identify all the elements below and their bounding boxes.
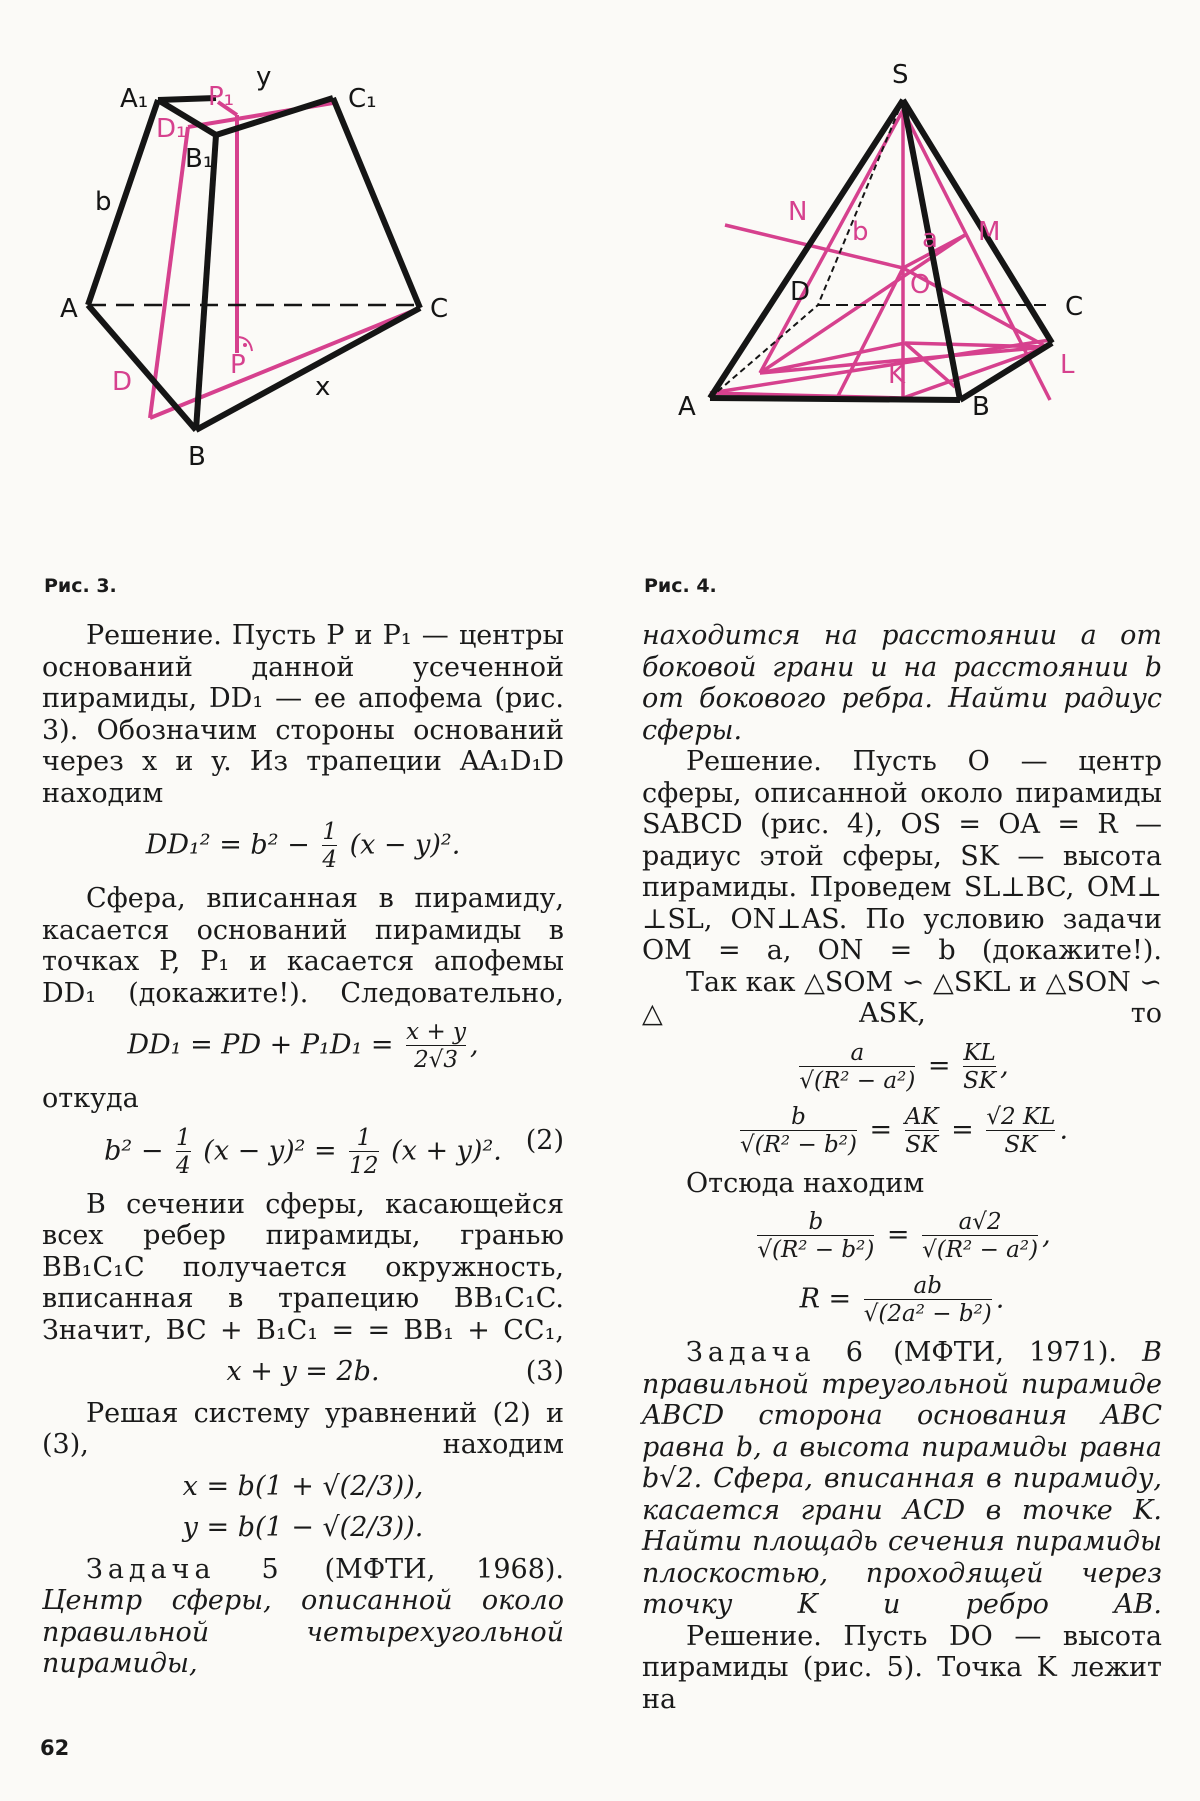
label-D1: D₁ — [156, 114, 187, 144]
problem-5-statement-continued: находится на расстоянии a от боковой грани и на расстоянии b от бокового ребра. Найти радиус сферы. — [642, 620, 1162, 746]
label-D: D — [112, 367, 133, 397]
label-b: b — [852, 217, 869, 247]
left-column — [42, 620, 564, 1680]
right-paragraph-4: Отсюда находим — [686, 1167, 925, 1199]
label-O: O — [910, 270, 931, 300]
page-number: 62 — [40, 1736, 70, 1760]
label-N: N — [788, 197, 808, 227]
right-paragraph-6: Решение. Пусть DO — высота пирамиды (рис. 5). Точка K лежит на — [642, 1620, 1162, 1715]
label-B1: B₁ — [185, 144, 214, 174]
problem-5-statement: Центр сферы, описанной около правильной четырехугольной пирамиды, — [42, 1585, 564, 1679]
problem-6-statement: В правильной треугольной пирамиде ABCD сторона основания ABC равна b, а высота пирамиды равна b√2. Сфера, вписанная в пирамиду, касается грани ACD в точке K. Найти площадь сечения пирамиды плоскостью, проходящей через точку K и ребро AB. — [642, 1337, 1162, 1620]
problem-6-heading: Задача 6 — [686, 1337, 868, 1368]
equation-3-number: (2) — [525, 1124, 564, 1156]
label-A: A — [60, 294, 78, 324]
figure-3-caption: Рис. 3. — [44, 575, 117, 597]
problem-5 — [42, 1554, 564, 1680]
left-paragraph-1: Решение. Пусть P и P₁ — центры оснований данной усеченной пирамиды, DD₁ — ее апофема (рис. 3). Обозначим стороны оснований через x и y. Из трапеции AA₁D₁D находим — [42, 620, 564, 809]
label-P1: P₁ — [208, 82, 235, 112]
equation-4-number: (3) — [525, 1356, 564, 1387]
label-M: M — [978, 217, 1001, 247]
label-B: B — [188, 442, 206, 472]
right-equation-1: $\frac{a}{\text{√(R² − a²)}}$ = $\frac{KL}{SK}$ , — [799, 1039, 1009, 1094]
equation-5: x = b(1 + √(2/3)), — [182, 1470, 424, 1502]
equation-6: y = b(1 − √(2/3)). — [182, 1512, 424, 1543]
label-S: S — [892, 60, 909, 90]
left-paragraph-4: В сечении сферы, касающейся всех ребер пирамиды, гранью BB₁C₁C получается окружность, вписанная в трапецию BB₁C₁C. Значит, BC + B₁C₁ = = BB₁ + CC₁, — [42, 1188, 564, 1346]
figure-4-caption: Рис. 4. — [644, 575, 717, 597]
right-paragraph-2: Решение. Пусть O — центр сферы, описанной около пирамиды SABCD (рис. 4), OS = OA = R — радиус этой сферы, SK — высота пирамиды. Проведем SL⊥BC, OM⊥ ⊥SL, ON⊥AS. По условию задачи OM = a, ON = b (докажите!). — [642, 746, 1162, 966]
label-D: D — [790, 277, 811, 307]
problem-5-heading: Задача 5 — [86, 1553, 284, 1585]
label-x: x — [315, 372, 331, 402]
left-paragraph-3: откуда — [42, 1083, 139, 1114]
label-y: y — [256, 62, 272, 92]
left-paragraph-2: Сфера, вписанная в пирамиду, касается оснований пирамиды в точках P, P₁ и касается апофемы DD₁ (докажите!). Следовательно, — [42, 883, 564, 1009]
figure-4 — [660, 55, 1140, 535]
label-a: a — [922, 224, 938, 254]
equation-2: DD₁ = PD + P₁D₁ = $\frac{x + y}{2√3}$ , — [127, 1019, 479, 1073]
label-b: b — [95, 187, 112, 217]
problem-6-source: (МФТИ, 1971). — [893, 1337, 1117, 1368]
label-P: P — [230, 350, 246, 380]
equation-3: b² − $\frac{1}{4}$ (x − y)² = $\frac{1}{12}$ (x + y)². (2) — [104, 1124, 564, 1179]
figure-3-black-edges — [88, 98, 420, 430]
right-column — [642, 620, 1162, 1715]
right-equation-4: R = $\frac{ab}{\text{√(2a² − b²)}}$ . — [799, 1273, 1005, 1327]
label-A: A — [678, 392, 696, 422]
figure-4-black-edges — [710, 100, 1052, 400]
label-K: K — [888, 360, 906, 390]
label-C: C — [1065, 292, 1084, 322]
label-C1: C₁ — [348, 84, 377, 114]
label-B: B — [972, 392, 990, 422]
figure-3 — [40, 55, 560, 535]
label-C: C — [430, 294, 449, 324]
problem-5-source: (МФТИ, 1968). — [324, 1553, 564, 1585]
left-paragraph-5: Решая систему уравнений (2) и (3), находим — [42, 1397, 564, 1460]
equation-1: DD₁² = b² − $\frac{1}{4}$ (x − y)². — [145, 819, 461, 873]
right-equation-3: $\frac{b}{\text{√(R² − b²)}}$ = $\frac{a√2}{\text{√(R² − a²)}}$ , — [757, 1209, 1051, 1263]
right-equation-2: $\frac{b}{\text{√(R² − b²)}}$ = $\frac{AK}{SK}$ = $\frac{√2 KL}{SK}$ . — [739, 1103, 1069, 1158]
equation-4: x + y = 2b. (3) — [226, 1356, 564, 1387]
label-A1: A₁ — [120, 84, 149, 114]
label-L: L — [1060, 350, 1075, 380]
problem-6 — [642, 1337, 1162, 1621]
right-paragraph-3: Так как △SOM ∽ △SKL и △SON ∽ △ASK, то — [642, 966, 1162, 1029]
